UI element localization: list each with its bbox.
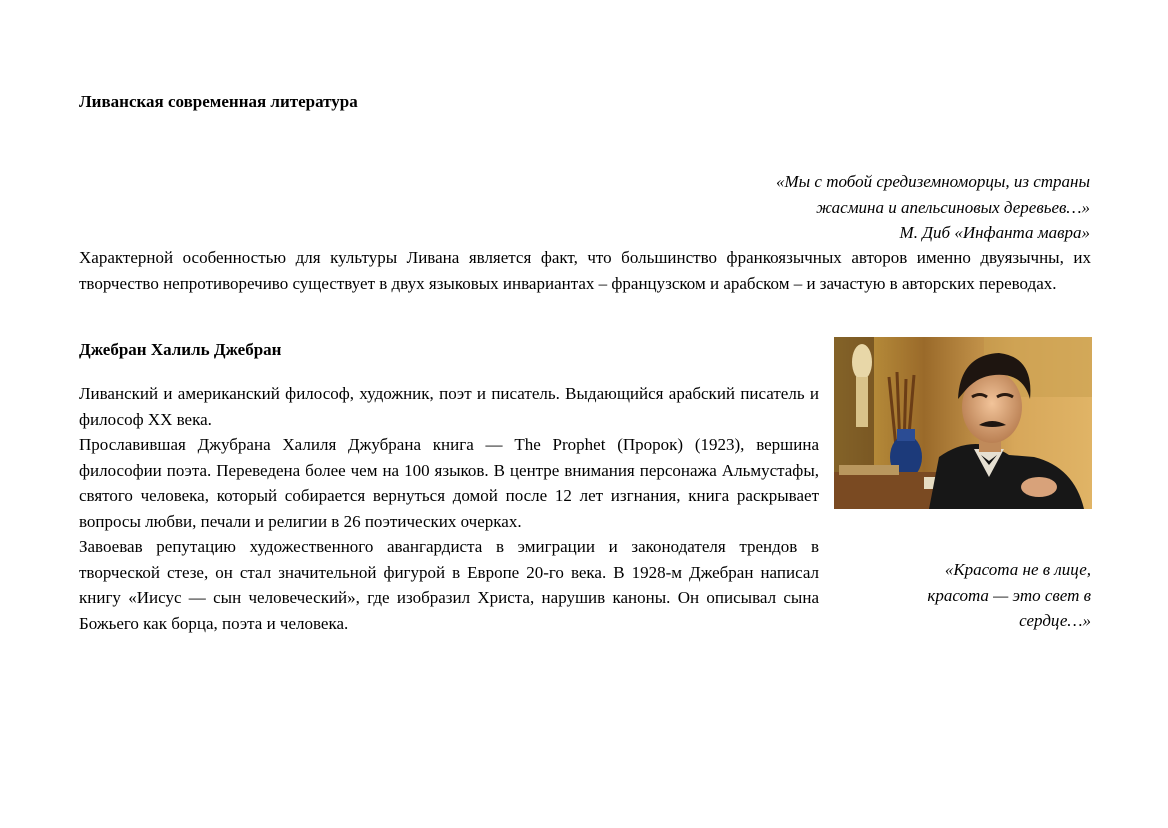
section-heading: Джебран Халиль Джебран <box>79 340 282 359</box>
epigraph-line: «Мы с тобой средиземноморцы, из страны <box>775 172 1090 191</box>
quote-line: сердце…» <box>1019 611 1091 630</box>
bio-paragraph: Завоевав репутацию художественного авангардиста в эмиграции и законодателя трендов в творческой стезе, он стал значительной фигурой в Европе 20-го века. В 1928-м Джебран написал книгу «Иисус — сын человеческий», где изобразил Христа, нарушив каноны. Он описывал сына Божьего как борца, поэта и человека. <box>79 537 819 633</box>
biography <box>79 381 819 636</box>
page-title: Ливанская современная литература <box>79 92 358 111</box>
bio-paragraph: Прославившая Джубрана Халиля Джубрана книга — The Prophet (Пророк) (1923), вершина философии поэта. Переведена более чем на 100 языков. В центре внимания персонажа Альмустафы, святого человека, который собирается вернуться домой после 12 лет изгнания, книга раскрывает вопросы любви, печали и религии в 26 поэтических очерках. <box>79 435 819 531</box>
epigraph-line: жасмина и апельсиновых деревьев…» <box>816 197 1090 217</box>
epigraph-attribution: М. Диб «Инфанта мавра» <box>899 223 1090 242</box>
epigraph <box>600 169 1090 246</box>
quote-line: красота — это свет в <box>927 585 1091 605</box>
portrait-image <box>834 337 1092 509</box>
pull-quote <box>880 557 1091 634</box>
bio-paragraph: Ливанский и американский философ, художник, поэт и писатель. Выдающийся арабский писатель и философ XX века. <box>79 384 819 429</box>
intro-paragraph: Характерной особенностью для культуры Ливана является факт, что большинство франкоязычных авторов именно двуязычны, их творчество непротиворечиво существует в двух языковых инвариантах – французском и арабском – и зачастую в авторских переводах. <box>79 248 1091 293</box>
quote-line: «Красота не в лице, <box>944 560 1091 579</box>
